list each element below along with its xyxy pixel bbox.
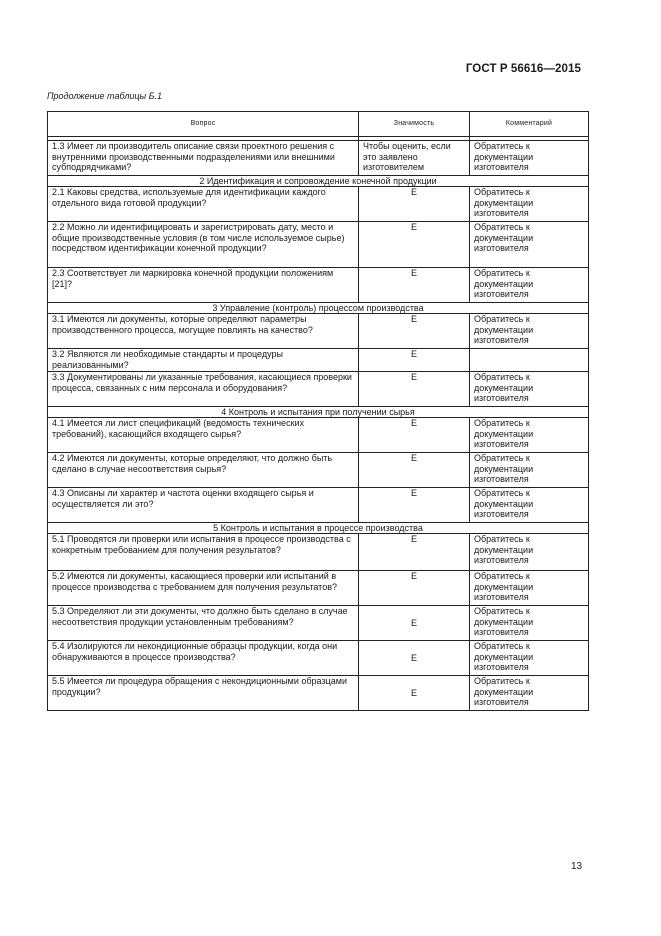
significance-cell: Е bbox=[359, 349, 470, 372]
table-row bbox=[48, 453, 589, 488]
column-header-question: Вопрос bbox=[48, 112, 359, 137]
table-row bbox=[48, 372, 589, 407]
comment-cell: Обратитесь к документации изготовителя bbox=[470, 222, 589, 268]
section-title: 4 Контроль и испытания при получении сырья bbox=[48, 407, 589, 418]
comment-cell: Обратитесь к документации изготовителя bbox=[470, 314, 589, 349]
section-title: 2 Идентификация и сопровождение конечной продукции bbox=[48, 176, 589, 187]
comment-cell: Обратитесь к документации изготовителя bbox=[470, 571, 589, 606]
significance-cell: Е bbox=[359, 641, 470, 676]
significance-cell: Е bbox=[359, 314, 470, 349]
section-row bbox=[48, 176, 589, 187]
table-continuation-note: Продолжение таблицы Б.1 bbox=[47, 91, 163, 101]
significance-cell: Чтобы оценить, если это заявлено изготовителем bbox=[359, 141, 470, 176]
comment-cell bbox=[470, 349, 589, 372]
standard-designation: ГОСТ Р 56616—2015 bbox=[465, 63, 581, 75]
section-row bbox=[48, 523, 589, 534]
comment-cell: Обратитесь к документации изготовителя bbox=[470, 488, 589, 523]
comment-cell: Обратитесь к документации изготовителя bbox=[470, 187, 589, 222]
comment-cell: Обратитесь к документации изготовителя bbox=[470, 453, 589, 488]
table-row bbox=[48, 571, 589, 606]
table-row bbox=[48, 676, 589, 711]
question-cell: 3.2 Являются ли необходимые стандарты и процедуры реализованными? bbox=[48, 349, 359, 372]
table-row bbox=[48, 222, 589, 268]
significance-cell: Е bbox=[359, 676, 470, 711]
question-cell: 5.3 Определяют ли эти документы, что должно быть сделано в случае несоответствия продукции установленным требованиям? bbox=[48, 606, 359, 641]
section-title: 3 Управление (контроль) процессом производства bbox=[48, 303, 589, 314]
comment-cell: Обратитесь к документации изготовителя bbox=[470, 418, 589, 453]
column-header-significance: Значимость bbox=[359, 112, 470, 137]
section-row bbox=[48, 407, 589, 418]
question-cell: 4.2 Имеются ли документы, которые определяют, что должно быть сделано в случае несоответствия сырья? bbox=[48, 453, 359, 488]
comment-cell: Обратитесь к документации изготовителя bbox=[470, 641, 589, 676]
question-cell: 2.1 Каковы средства, используемые для идентификации каждого отдельного вида готовой продукции? bbox=[48, 187, 359, 222]
requirements-table bbox=[47, 111, 589, 711]
table-row bbox=[48, 141, 589, 176]
significance-cell: Е bbox=[359, 606, 470, 641]
section-row bbox=[48, 303, 589, 314]
table-row bbox=[48, 418, 589, 453]
question-cell: 5.5 Имеется ли процедура обращения с некондиционными образцами продукции? bbox=[48, 676, 359, 711]
significance-cell: Е bbox=[359, 187, 470, 222]
question-cell: 2.3 Соответствует ли маркировка конечной продукции положениям [21]? bbox=[48, 268, 359, 303]
page-number: 13 bbox=[571, 861, 583, 872]
table-row bbox=[48, 534, 589, 571]
comment-cell: Обратитесь к документации изготовителя bbox=[470, 268, 589, 303]
significance-cell: Е bbox=[359, 372, 470, 407]
table-row bbox=[48, 314, 589, 349]
table-row bbox=[48, 488, 589, 523]
table-header-row bbox=[48, 112, 589, 137]
section-title: 5 Контроль и испытания в процессе производства bbox=[48, 523, 589, 534]
table-row bbox=[48, 606, 589, 641]
significance-cell: Е bbox=[359, 488, 470, 523]
comment-cell: Обратитесь к документации изготовителя bbox=[470, 141, 589, 176]
question-cell: 4.1 Имеется ли лист спецификаций (ведомость технических требований), касающийся входящего сырья? bbox=[48, 418, 359, 453]
significance-cell: Е bbox=[359, 534, 470, 571]
comment-cell: Обратитесь к документации изготовителя bbox=[470, 372, 589, 407]
significance-cell: Е bbox=[359, 453, 470, 488]
comment-cell: Обратитесь к документации изготовителя bbox=[470, 606, 589, 641]
table-row bbox=[48, 641, 589, 676]
question-cell: 3.3 Документированы ли указанные требования, касающиеся проверки процесса, связанных с ним персонала и оборудования? bbox=[48, 372, 359, 407]
significance-cell: Е bbox=[359, 571, 470, 606]
significance-cell: Е bbox=[359, 222, 470, 268]
question-cell: 5.2 Имеются ли документы, касающиеся проверки или испытаний в процессе производства с требованием для получения результатов? bbox=[48, 571, 359, 606]
question-cell: 4.3 Описаны ли характер и частота оценки входящего сырья и осуществляется ли это? bbox=[48, 488, 359, 523]
column-header-comment: Комментарий bbox=[470, 112, 589, 137]
table-row bbox=[48, 349, 589, 372]
question-cell: 5.1 Проводятся ли проверки или испытания в процессе производства с конкретным требованием для получения результатов? bbox=[48, 534, 359, 571]
question-cell: 3.1 Имеются ли документы, которые определяют параметры производственного процесса, могущие повлиять на качество? bbox=[48, 314, 359, 349]
question-cell: 5.4 Изолируются ли некондиционные образцы продукции, когда они обнаруживаются в процессе производства? bbox=[48, 641, 359, 676]
table-row bbox=[48, 187, 589, 222]
significance-cell: Е bbox=[359, 268, 470, 303]
comment-cell: Обратитесь к документации изготовителя bbox=[470, 534, 589, 571]
question-cell: 1.3 Имеет ли производитель описание связи проектного решения с внутренними производственными подразделениями или внешними субподрядчиками? bbox=[48, 141, 359, 176]
significance-cell: Е bbox=[359, 418, 470, 453]
comment-cell: Обратитесь к документации изготовителя bbox=[470, 676, 589, 711]
question-cell: 2.2 Можно ли идентифицировать и зарегистрировать дату, место и общие производственные условия (в том числе используемое сырье) посредством идентификации конечной продукции? bbox=[48, 222, 359, 268]
table-row bbox=[48, 268, 589, 303]
